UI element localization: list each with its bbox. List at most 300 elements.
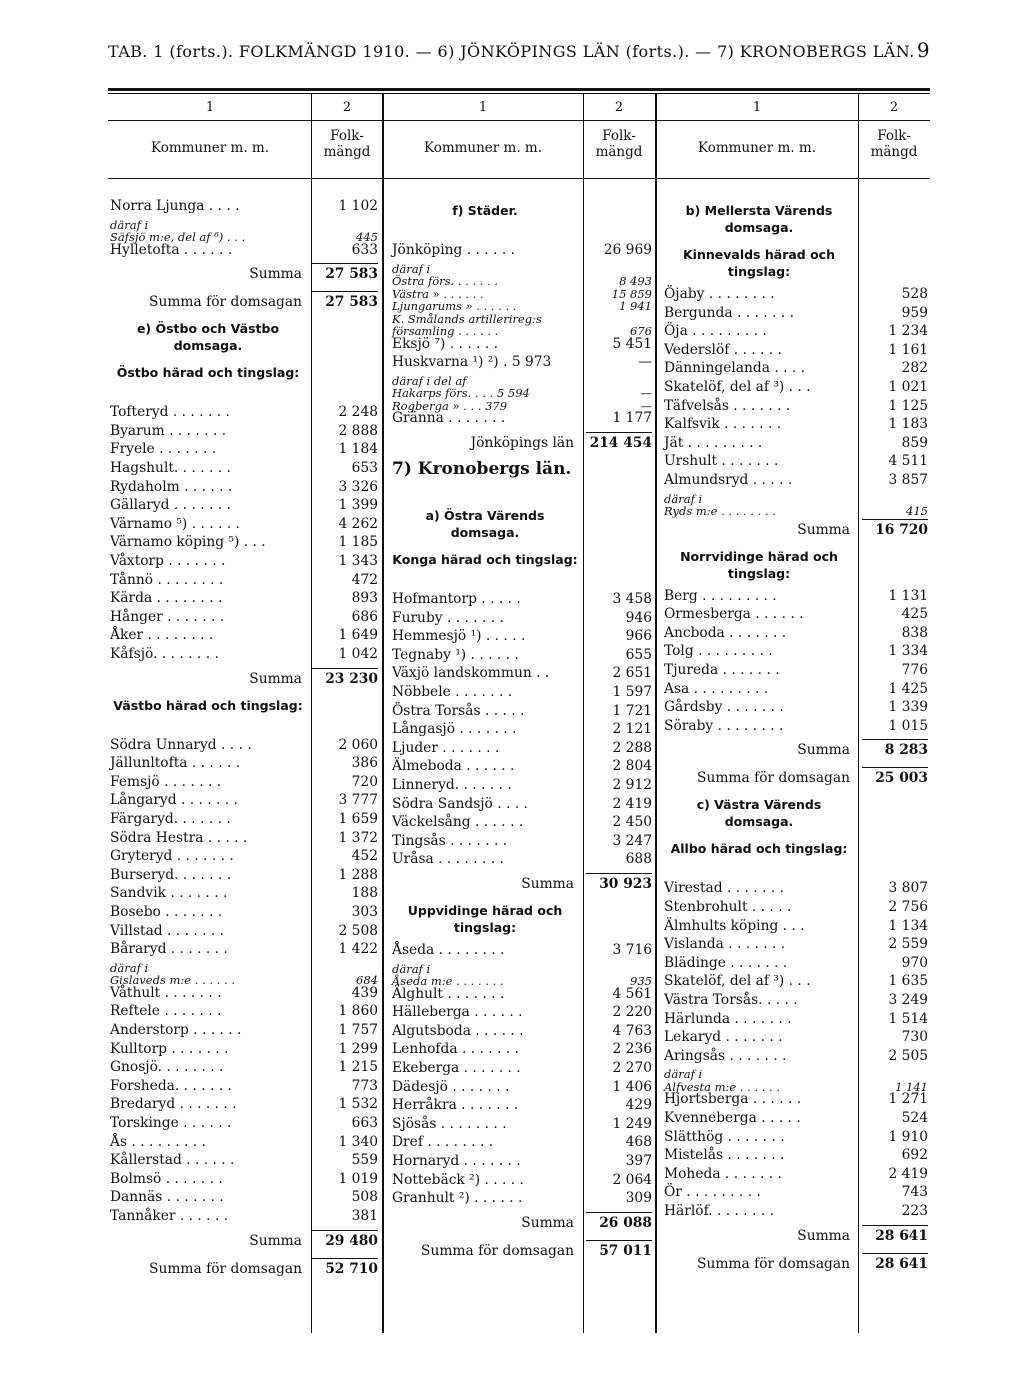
row-label: Älghult . . . . . . . [392, 985, 505, 1002]
row-value: 3 716 [612, 941, 652, 958]
row-label: Rogberga » . . . 379 [392, 398, 508, 413]
row-label: Norra Ljunga . . . . [110, 198, 240, 214]
row-value: 4 511 [888, 453, 928, 470]
row-value: 26 969 [603, 242, 652, 258]
row-value: 1 019 [338, 1170, 378, 1187]
row-value: 2 651 [612, 665, 652, 682]
row-label: Slätthög . . . . . . . [664, 1128, 785, 1145]
row-label: Tegnaby ¹) . . . . . . [392, 646, 519, 663]
row-label: Härlöf. . . . . . . . [664, 1203, 774, 1219]
row-value: 15 859 [611, 286, 652, 301]
row-value: 397 [625, 1152, 652, 1169]
header-rule [108, 178, 930, 179]
row-value: 1 425 [888, 680, 928, 697]
section-heading-text: Västbo härad och tingslag: [113, 697, 303, 713]
row-value: 3 458 [612, 590, 652, 607]
row-label: Tofteryd . . . . . . . [110, 404, 230, 421]
column-number: 2 [889, 100, 899, 115]
row-value: 1 659 [338, 811, 378, 827]
row-label: Blädinge . . . . . . . [664, 954, 788, 971]
row-value: 1 215 [338, 1059, 378, 1076]
row-label: Rydaholm . . . . . . [110, 478, 233, 495]
row-label: Summa [797, 1227, 850, 1244]
row-label: Västra Torsås. . . . . [664, 992, 798, 1008]
row-value: 1 141 [895, 1079, 928, 1094]
row-value: 935 [630, 974, 652, 988]
row-value: 2 559 [888, 936, 928, 953]
section-heading-text: Norrvidinge härad och tingslag: [680, 548, 838, 581]
row-value: 1 288 [338, 866, 378, 883]
row-label: Älmhults köping . . . [664, 917, 805, 934]
row-value: 1 422 [338, 941, 378, 958]
column-heading-folkmangd: Folk- mängd [595, 128, 643, 160]
row-label: Härlunda . . . . . . . [664, 1010, 792, 1027]
row-value: 23 230 [325, 670, 378, 687]
section-heading-text: b) Mellersta Värends domsaga. [685, 203, 833, 235]
row-value: 1 102 [338, 198, 378, 214]
row-label: Ljungarums » . . . . . . [392, 299, 517, 314]
row-label: Tjureda . . . . . . . [664, 662, 780, 678]
row-value: 26 088 [599, 1214, 652, 1231]
row-label: Ancboda . . . . . . . [664, 624, 787, 641]
column-heading-kommuner: Kommuner m. m. [150, 140, 270, 156]
sum-rule [862, 1225, 928, 1226]
row-label: Summa [797, 742, 850, 759]
row-label: Våthult . . . . . . . [110, 984, 222, 1001]
row-label: Hjortsberga . . . . . . [664, 1091, 802, 1108]
column-number: 1 [752, 100, 762, 115]
row-label: Tånnö . . . . . . . . [110, 571, 224, 588]
row-value: 1 177 [612, 410, 652, 427]
row-label: Urshult . . . . . . . [664, 453, 779, 470]
row-label: Värnamo köping ⁵) . . . [110, 534, 266, 551]
row-value: 3 777 [338, 792, 378, 809]
row-value: 1 021 [888, 379, 928, 395]
row-value: 3 247 [612, 832, 652, 849]
row-label: Virestad . . . . . . . [664, 880, 784, 897]
row-value: — [640, 398, 652, 413]
row-value: 25 003 [875, 770, 928, 787]
row-label: Aringsås . . . . . . . [664, 1047, 787, 1064]
row-value: 1 161 [888, 341, 928, 358]
colnum-rule [108, 120, 930, 121]
row-label: Sandvik . . . . . . . [110, 885, 228, 902]
sum-rule [312, 1258, 378, 1259]
row-label: Ryds m:e . . . . . . . . [664, 504, 776, 519]
section-heading-text: c) Västra Värends domsaga. [696, 797, 822, 830]
row-label: Hagshult. . . . . . . [110, 460, 231, 476]
row-value: 1 399 [338, 497, 378, 514]
row-label: Dädesjö . . . . . . . [392, 1078, 510, 1095]
row-value: 966 [625, 628, 652, 645]
row-value: 1 299 [338, 1040, 378, 1057]
row-label: Gällaryd . . . . . . . [110, 497, 231, 514]
row-label: Jönköping . . . . . . [392, 242, 515, 258]
row-label: Västra » . . . . . . [392, 286, 484, 301]
row-label: Hylletofta . . . . . . [110, 241, 233, 258]
row-value: 415 [906, 504, 928, 519]
row-value: 1 372 [338, 829, 378, 846]
row-value: 4 561 [612, 985, 652, 1002]
row-value: 730 [901, 1029, 928, 1046]
row-value: 1 635 [888, 973, 928, 990]
row-label: Reftele . . . . . . . [110, 1003, 222, 1020]
row-value: 559 [351, 1152, 378, 1169]
row-value: 2 419 [888, 1165, 928, 1182]
row-label: Öjaby . . . . . . . . [664, 286, 775, 302]
row-label: Summa för domsagan [697, 1255, 850, 1272]
page-title: TAB. 1 (forts.). FOLKMÄNGD 1910. — 6) JÖNKÖPINGS LÄN (forts.). — 7) KRONOBERGS LÄN. [108, 42, 915, 61]
row-value: 859 [901, 434, 928, 451]
sum-rule [862, 519, 928, 520]
row-value: 684 [356, 973, 378, 988]
row-value: 2 288 [612, 739, 652, 756]
row-label: Kulltorp . . . . . . . [110, 1040, 229, 1057]
row-label: Östra förs. . . . . . . [392, 274, 499, 289]
section-heading [392, 902, 652, 936]
row-value: 2 270 [612, 1059, 652, 1076]
row-label: Tingsås . . . . . . . [392, 832, 508, 849]
row-label: Dannäs . . . . . . . [110, 1189, 224, 1206]
row-label: Lekaryd . . . . . . . [664, 1029, 783, 1046]
row-label: Vederslöf . . . . . . [664, 341, 782, 358]
row-label: Ljuder . . . . . . . [392, 739, 500, 756]
row-value: 188 [351, 885, 378, 902]
section-heading-text: Allbo härad och tingslag: [670, 841, 848, 857]
row-label: Femsjö . . . . . . . [110, 773, 222, 790]
row-value: 1 125 [888, 397, 928, 414]
row-label: däraf i [392, 961, 431, 976]
row-value: 2 505 [888, 1047, 928, 1064]
row-label: Almundsryd . . . . . [664, 472, 793, 488]
row-value: 2 756 [888, 899, 928, 915]
row-value: 303 [351, 904, 378, 920]
row-value: 528 [901, 286, 928, 302]
row-value: 773 [351, 1077, 378, 1094]
row-label: Långaryd . . . . . . . [110, 792, 238, 809]
row-value: 2 912 [612, 776, 652, 793]
row-label: däraf i [110, 217, 149, 232]
row-label: Hornaryd . . . . . . . [392, 1152, 521, 1169]
row-label: Sjösås . . . . . . . . [392, 1115, 507, 1132]
row-label: Södra Unnaryd . . . . [110, 736, 252, 753]
row-label: Summa [249, 266, 302, 283]
row-label: Bredaryd . . . . . . . [110, 1096, 237, 1113]
row-value: 2 450 [612, 814, 652, 831]
section-heading-text: a) Östra Värends domsaga. [425, 507, 545, 540]
sum-rule [862, 767, 928, 768]
row-value: 309 [625, 1190, 652, 1207]
row-value: 28 641 [875, 1255, 928, 1272]
row-value: 1 649 [338, 627, 378, 644]
column-number: 1 [478, 100, 488, 115]
section-heading [664, 548, 928, 582]
row-label: Älmeboda . . . . . . [392, 758, 515, 775]
row-label: Jällunltofta . . . . . . [110, 755, 241, 772]
row-value: 452 [351, 848, 378, 865]
section-heading-text: f) Städer. [452, 203, 518, 218]
row-label: Nottebäck ²) . . . . . [392, 1171, 524, 1188]
panel-divider-1 [382, 93, 384, 1333]
row-value: 2 508 [338, 922, 378, 939]
row-value: 2 060 [338, 736, 378, 753]
column-heading-folkmangd: Folk- mängd [870, 128, 918, 160]
row-value: 2 236 [612, 1041, 652, 1058]
section-heading-text: Uppvidinge härad och tingslag: [407, 902, 563, 935]
row-label: Alfvesta m:e . . . . . . [664, 1079, 781, 1094]
row-value: 429 [625, 1097, 652, 1114]
row-label: Åker . . . . . . . . [110, 627, 214, 644]
row-value: 57 011 [599, 1242, 652, 1259]
row-value: 28 641 [875, 1227, 928, 1244]
row-value: 8 493 [619, 274, 652, 289]
row-label: Moheda . . . . . . . [664, 1165, 782, 1182]
row-label: Lenhofda . . . . . . . [392, 1041, 519, 1058]
row-value: 524 [901, 1110, 928, 1126]
row-value: 959 [901, 304, 928, 321]
row-label: Södra Hestra . . . . . [110, 829, 248, 846]
row-label: Bergunda . . . . . . . [664, 304, 794, 321]
sum-rule [862, 739, 928, 740]
row-label: Asa . . . . . . . . . [664, 680, 769, 697]
row-label: Våxtorp . . . . . . . [110, 553, 226, 569]
row-value: 1 234 [888, 323, 928, 340]
row-label: Säfsjö m:e, del af ⁶) . . . [110, 230, 246, 245]
row-label: Öja . . . . . . . . . [664, 323, 767, 340]
row-value: 3 326 [338, 478, 378, 495]
row-value: 2 121 [612, 721, 652, 738]
row-label: Väckelsång . . . . . . [392, 814, 524, 831]
row-label: däraf i [664, 1067, 703, 1082]
sum-rule [312, 291, 378, 292]
section-heading [392, 507, 652, 541]
row-label: Ås . . . . . . . . . [110, 1133, 206, 1150]
row-value: 776 [901, 662, 928, 678]
row-label: Gnosjö. . . . . . . . [110, 1059, 224, 1076]
row-label: Stenbrohult . . . . . [664, 899, 792, 915]
row-value: 472 [351, 571, 378, 588]
row-label: Kärda . . . . . . . . [110, 590, 223, 607]
section-heading [664, 796, 928, 830]
row-value: 30 923 [599, 875, 652, 892]
row-value: 1 131 [888, 587, 928, 604]
row-label: Anderstorp . . . . . . [110, 1022, 242, 1038]
row-label: Summa [521, 875, 574, 892]
row-label: Östra Torsås . . . . . [392, 702, 525, 719]
row-value: 1 757 [338, 1022, 378, 1038]
section-heading-text: Östbo härad och tingslag: [116, 365, 300, 381]
row-label: Åseda . . . . . . . . [392, 941, 505, 958]
sum-rule [586, 873, 652, 874]
top-rule [108, 88, 930, 91]
row-value: 1 334 [888, 643, 928, 660]
row-label: Summa för domsagan [149, 294, 302, 311]
column-number: 2 [342, 100, 352, 115]
row-label: Tolg . . . . . . . . . [664, 643, 773, 660]
row-value: 439 [351, 984, 378, 1001]
section-heading [110, 364, 378, 381]
row-label: Kållerstad . . . . . . [110, 1152, 235, 1169]
row-value: 4 262 [338, 515, 378, 532]
row-value: 1 015 [888, 717, 928, 734]
section-heading [110, 320, 378, 354]
row-value: 720 [351, 773, 378, 790]
row-value: 1 532 [338, 1096, 378, 1113]
row-label: Summa för domsagan [149, 1260, 302, 1277]
row-label: Hofmantorp . . . . . [392, 590, 521, 607]
section-heading [392, 458, 652, 479]
row-label: Algutsboda . . . . . . [392, 1022, 524, 1039]
row-label: Linneryd. . . . . . . [392, 776, 512, 793]
row-label: Ormesberga . . . . . . [664, 606, 804, 623]
row-label: församling . . . . . . [392, 324, 499, 339]
column-number: 1 [205, 100, 215, 115]
sum-rule [312, 263, 378, 264]
row-label: Furuby . . . . . . . [392, 609, 504, 626]
row-value: 3 807 [888, 880, 928, 897]
row-value: 2 220 [612, 1004, 652, 1021]
row-value: 1 343 [338, 553, 378, 569]
sum-rule [862, 1253, 928, 1254]
row-label: Eksjö ⁷) . . . . . . [392, 335, 499, 352]
row-value: 1 910 [888, 1128, 928, 1145]
row-value: 1 249 [612, 1115, 652, 1132]
row-label: Kalfsvik . . . . . . . [664, 416, 782, 433]
row-label: Gränna . . . . . . . [392, 410, 506, 427]
row-label: Åseda m:e . . . . . . . [392, 974, 504, 988]
section-heading [664, 202, 928, 236]
row-value: 970 [901, 954, 928, 971]
row-value: 8 283 [884, 742, 928, 759]
row-value: 2 888 [338, 422, 378, 439]
row-label: Forsheda. . . . . . . [110, 1077, 232, 1094]
row-value: 5 451 [612, 335, 652, 352]
row-value: 653 [351, 460, 378, 476]
row-value: 2 064 [612, 1171, 652, 1188]
row-label: Gislaveds m:e . . . . . . [110, 973, 235, 988]
section-heading [664, 246, 928, 280]
row-value: 838 [901, 624, 928, 641]
row-value: 893 [351, 590, 378, 607]
row-value: 4 763 [612, 1022, 652, 1039]
row-value: 1 721 [612, 702, 652, 719]
sum-rule [312, 1230, 378, 1231]
row-label: Tannåker . . . . . . [110, 1208, 229, 1224]
sum-rule [586, 1212, 652, 1213]
column-heading-kommuner: Kommuner m. m. [697, 140, 817, 156]
row-label: Summa [249, 1232, 302, 1249]
row-value: 1 860 [338, 1003, 378, 1020]
section-heading-text: e) Östbo och Västbo domsaga. [136, 321, 280, 354]
row-value: 2 248 [338, 404, 378, 421]
row-label: Herråkra . . . . . . . [392, 1097, 519, 1114]
row-value: 29 480 [325, 1232, 378, 1249]
panel-divider-2 [655, 93, 657, 1333]
row-value: 381 [351, 1208, 378, 1224]
row-value: 1 134 [888, 917, 928, 934]
row-label: Söraby . . . . . . . . [664, 717, 784, 734]
row-label: däraf i [664, 491, 703, 506]
row-label: däraf i [110, 960, 149, 975]
row-value: 508 [351, 1189, 378, 1206]
row-label: Gryteryd . . . . . . . [110, 848, 234, 865]
col-divider-2 [583, 93, 584, 1333]
top-rule-thin [108, 93, 930, 94]
row-label: Jät . . . . . . . . . [664, 434, 763, 451]
row-label: Uråsa . . . . . . . . [392, 851, 504, 868]
row-value: 386 [351, 755, 378, 772]
sum-rule [586, 432, 652, 433]
row-value: 946 [625, 609, 652, 626]
row-label: Ekeberga . . . . . . . [392, 1059, 521, 1076]
section-heading-text: Kinnevalds härad och tingslag: [683, 247, 835, 279]
section-heading [664, 840, 928, 857]
row-label: Summa för domsagan [421, 1242, 574, 1259]
row-label: Kåfsjö. . . . . . . . [110, 646, 219, 662]
row-value: 425 [901, 606, 928, 623]
row-value: 214 454 [589, 434, 652, 451]
row-label: Summa för domsagan [697, 770, 850, 787]
row-label: Vislanda . . . . . . . [664, 936, 786, 953]
row-label: Hakarps förs. . . . 5 594 [392, 386, 530, 401]
row-value: 2 804 [612, 758, 652, 775]
row-label: Summa [521, 1214, 574, 1231]
row-label: Värnamo ⁵) . . . . . . [110, 515, 240, 532]
row-value: 445 [356, 230, 378, 245]
row-label: Villstad . . . . . . . [110, 922, 225, 939]
row-label: Huskvarna ¹) ²) . 5 973 [392, 354, 552, 371]
row-value: 2 419 [612, 795, 652, 812]
row-value: 663 [351, 1115, 378, 1131]
row-value: 52 710 [325, 1260, 378, 1277]
sum-rule [312, 668, 378, 669]
row-value: 3 249 [888, 992, 928, 1008]
row-value: 633 [351, 241, 378, 258]
row-label: Mistelås . . . . . . . [664, 1147, 785, 1164]
row-value: 223 [901, 1203, 928, 1219]
row-value: 1 339 [888, 699, 928, 716]
page-number: 9 [916, 38, 930, 62]
section-heading-text: 7) Kronobergs län. [392, 458, 572, 479]
row-label: K. Smålands artillerireg:s [392, 311, 542, 326]
row-value: 1 340 [338, 1133, 378, 1150]
row-label: Bolmsö . . . . . . . [110, 1170, 223, 1187]
row-label: Växjö landskommun . . [392, 665, 550, 682]
page-header [108, 38, 930, 62]
row-label: Jönköpings län [470, 434, 574, 451]
row-value: — [638, 354, 652, 371]
row-label: Skatelöf, del af ³) . . . [664, 973, 811, 990]
row-value: 1 514 [888, 1010, 928, 1027]
row-label: Kvenneberga . . . . . [664, 1110, 801, 1126]
row-value: 1 597 [612, 683, 652, 700]
row-label: Färgaryd. . . . . . . [110, 811, 231, 827]
row-value: 27 583 [325, 294, 378, 311]
row-label: Täfvelsås . . . . . . . [664, 397, 791, 414]
row-value: 743 [901, 1184, 928, 1201]
section-heading [392, 551, 652, 568]
row-value: 692 [901, 1147, 928, 1164]
row-label: Gårdsby . . . . . . . [664, 699, 784, 716]
row-value: 3 857 [888, 472, 928, 488]
row-value: — [640, 386, 652, 401]
row-value: 16 720 [875, 521, 928, 538]
row-label: Hemmesjö ¹) . . . . . [392, 628, 526, 645]
row-value: 688 [625, 851, 652, 868]
row-value: 1 406 [612, 1078, 652, 1095]
row-value: 1 042 [338, 646, 378, 662]
row-label: Dref . . . . . . . . [392, 1134, 494, 1151]
